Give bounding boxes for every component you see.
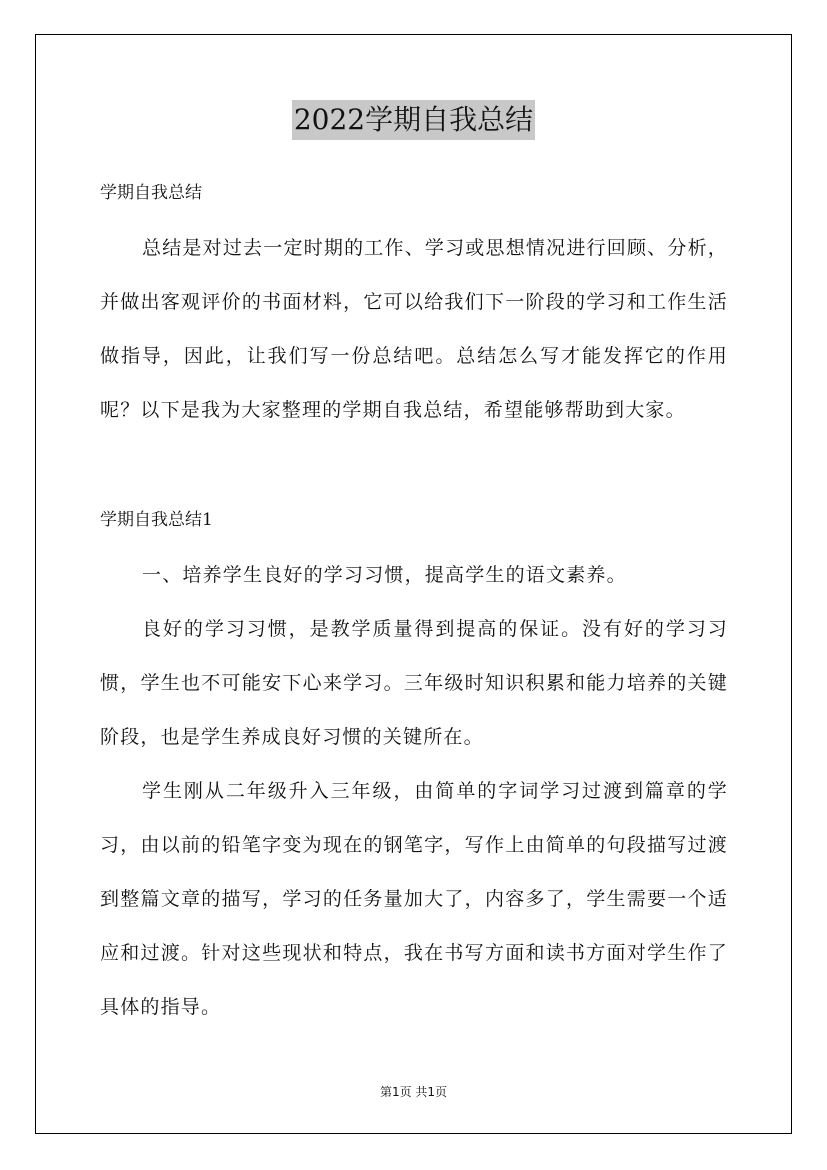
document-title xyxy=(0,100,827,144)
body-paragraph-1: 一、培养学生良好的学习习惯，提高学生的语文素养。 xyxy=(142,564,627,586)
body-paragraph-3: 学生刚从二年级升入三年级，由简单的字词学习过渡到篇章的学习，由以前的铅笔字变为现在的钢笔字，写作上由简单的句段描写过渡到整篇文章的描写，学习的任务量加大了，内容多了，学生需要一个适应和过渡。针对这些现状和特点，我在书写方面和读书方面对学生作了具体的指导。 xyxy=(100,780,728,1018)
body-paragraph-2: 良好的学习习惯，是教学质量得到提高的保证。没有好的学习习惯，学生也不可能安下心来学习。三年级时知识积累和能力培养的关键阶段，也是学生养成良好习惯的关键所在。 xyxy=(100,618,728,748)
intro-paragraph: 总结是对过去一定时期的工作、学习或思想情况进行回顾、分析，并做出客观评价的书面材料，它可以给我们下一阶段的学习和工作生活做指导，因此，让我们写一份总结吧。总结怎么写才能发挥它的作用呢？以下是我为大家整理的学期自我总结，希望能够帮助到大家。 xyxy=(100,237,728,421)
title-text: 2022学期自我总结 xyxy=(292,100,535,140)
section-heading-1: 学期自我总结1 xyxy=(100,510,213,530)
page-footer xyxy=(0,1084,827,1100)
section-heading: 学期自我总结 xyxy=(100,183,202,203)
page-number: 第1页 共1页 xyxy=(379,1085,448,1099)
